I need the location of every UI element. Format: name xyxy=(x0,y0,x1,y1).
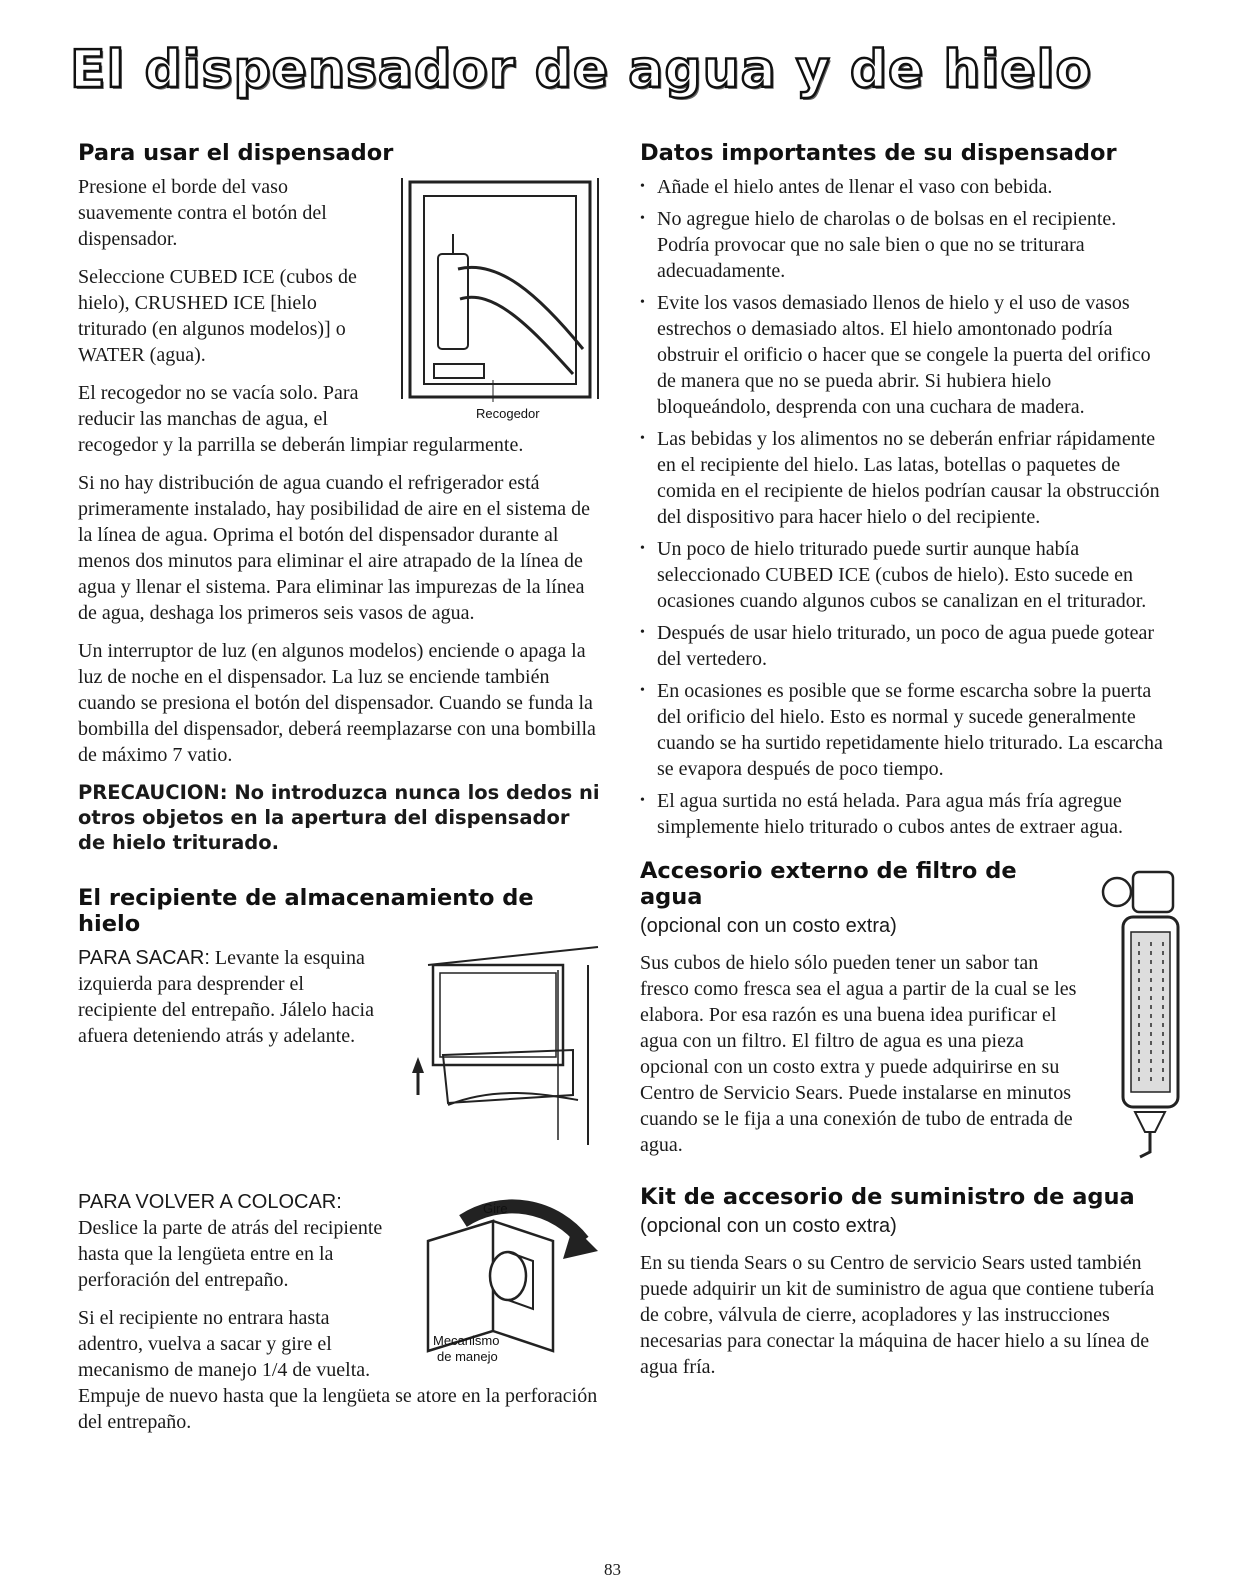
dispenser-figure xyxy=(398,174,603,419)
mechanism-figure xyxy=(403,1181,603,1371)
filter-text: Sus cubos de hielo sólo pueden tener un sabor tan fresco como fresca sea el agua a partir de la cual se les elabora. Por esa razón es una buena idea purificar el agua con un filtro. El filtro de agua es una pieza opcional con un costo extra y puede adquirirse en su Centro de Servicio Sears. Puede instalarse en minutos cuando se le fija a una conexión de tubo de entrada de agua. xyxy=(640,952,1077,1156)
page-title: El dispensador de agua y de hielo xyxy=(70,40,1093,100)
recogedor-label: Recogedor xyxy=(476,406,540,421)
mechanism-label-2: de manejo xyxy=(437,1349,498,1364)
replace-text: Deslice la parte de atrás del recipiente hasta que la lengüeta entre en la perforación del entrepaño. xyxy=(78,1217,383,1291)
bin-p-last: Si el recipiente no entrara hasta adentro, vuelva a sacar y gire el mecanismo de manejo 1/4 de vuelta. Empuje de nuevo hasta que la lengüeta se atore en la perforación del entrepaño. xyxy=(78,1307,598,1433)
mechanism-label-1: Mecanismo xyxy=(433,1333,500,1348)
turn-label: Gire xyxy=(483,1201,508,1216)
filter-heading: Accesorio externo de filtro de agua xyxy=(640,858,1017,910)
kit-text: En su tienda Sears o su Centro de servicio Sears usted también puede adquirir un kit de suministro de agua que contiene tubería de cobre, válvula de cierre, acopladores y las instrucciones necesarias para conectar la máquina de hacer hielo a su línea de agua fría. xyxy=(640,1252,1155,1378)
list-item: • Un poco de hielo triturado puede surtir aunque había seleccionado CUBED ICE (cubos de hielo). Esto sucede en ocasiones cuando algunos cubos se canalizan en el triturador. xyxy=(640,536,1170,614)
caution-text: PRECAUCION: No introduzca nunca los dedos ni otros objetos en la apertura del dispensador de hielo triturado. xyxy=(78,781,600,854)
list-item: • Añade el hielo antes de llenar el vaso con bebida. xyxy=(640,174,1170,200)
kit-subheading: (opcional con un costo extra) xyxy=(640,1215,897,1237)
filter-figure xyxy=(1095,862,1190,1162)
bin-figure xyxy=(388,945,603,1145)
list-item: • No agregue hielo de charolas o de bolsas en el recipiente. Podría provocar que no sale bien o que no se triturara adecuadamente. xyxy=(640,206,1170,284)
list-item: • El agua surtida no está helada. Para agua más fría agregue simplemente hielo triturado o cubos antes de extraer agua. xyxy=(640,788,1170,840)
replace-label: PARA VOLVER A COLOCAR: xyxy=(78,1191,342,1213)
filter-subheading: (opcional con un costo extra) xyxy=(640,915,897,937)
using-p3: El recogedor no se vacía solo. Para reducir las manchas de agua, el recogedor y la parrilla se deberán limpiar regularmente. xyxy=(78,382,524,456)
left-column xyxy=(78,140,603,1447)
list-item: • En ocasiones es posible que se forme escarcha sobre la puerta del orificio del hielo. Esto es normal y sucede generalmente cuando se ha surtido repetidamente hielo triturado. La escarcha se evapora después de poco tiempo. xyxy=(640,678,1170,782)
facts-heading: Datos importantes de su dispensador xyxy=(640,140,1117,166)
kit-heading: Kit de accesorio de suministro de agua xyxy=(640,1184,1135,1210)
using-p5: Un interruptor de luz (en algunos modelos) enciende o apaga la luz de noche en el dispensador. La luz se enciende también cuando se presiona el botón del dispensador. Cuando se funda la bombilla del dispensador, deberá reemplazarse con una bombilla de máximo 7 vatio. xyxy=(78,640,596,766)
using-p4: Si no hay distribución de agua cuando el refrigerador está primeramente instalado, hay posibilidad de aire en el sistema de la línea de agua. Oprima el botón del dispensador durante al menos dos minutos para eliminar el aire atrapado de la línea de agua y llenar el sistema. Para eliminar las impurezas de la línea de agua, deshaga los primeros seis vasos de agua. xyxy=(78,472,591,624)
filter-illustration xyxy=(1095,862,1190,1162)
remove-text: Levante la esquina izquierda para desprender el recipiente del entrepaño. Jálelo hacia afuera deteniendo atrás y adelante. xyxy=(78,947,374,1047)
list-item: • Evite los vasos demasiado llenos de hielo y el uso de vasos estrechos o demasiado altos. El hielo amontonado podría obstruir el orificio o hacer que se congele la puerta del orifico de manera que no se pueda abrir. Si hubiera hielo bloqueándolo, desprenda con una cuchara de madera. xyxy=(640,290,1170,420)
using-heading: Para usar el dispensador xyxy=(78,140,394,166)
dispenser-illustration xyxy=(398,174,603,419)
remove-label: PARA SACAR: xyxy=(78,947,210,969)
facts-list xyxy=(640,174,1170,840)
right-column xyxy=(640,140,1170,1392)
using-p1: Presione el borde del vaso suavemente contra el botón del dispensador. xyxy=(78,176,327,250)
using-p2: Seleccione CUBED ICE (cubos de hielo), CRUSHED ICE [hielo triturado (en algunos modelos)] o WATER (agua). xyxy=(78,266,357,366)
list-item: • Después de usar hielo triturado, un poco de agua puede gotear del vertedero. xyxy=(640,620,1170,672)
bin-heading: El recipiente de almacenamiento de hielo xyxy=(78,885,534,937)
list-item: • Las bebidas y los alimentos no se deberán enfriar rápidamente en el recipiente del hielo. Las latas, botellas o paquetes de comida en el recipiente de hielos podrían causar la obstrucción del dispositivo para hacer hielo o del recipiente. xyxy=(640,426,1170,530)
page-number: 83 xyxy=(604,1560,621,1579)
bin-illustration xyxy=(388,945,603,1145)
